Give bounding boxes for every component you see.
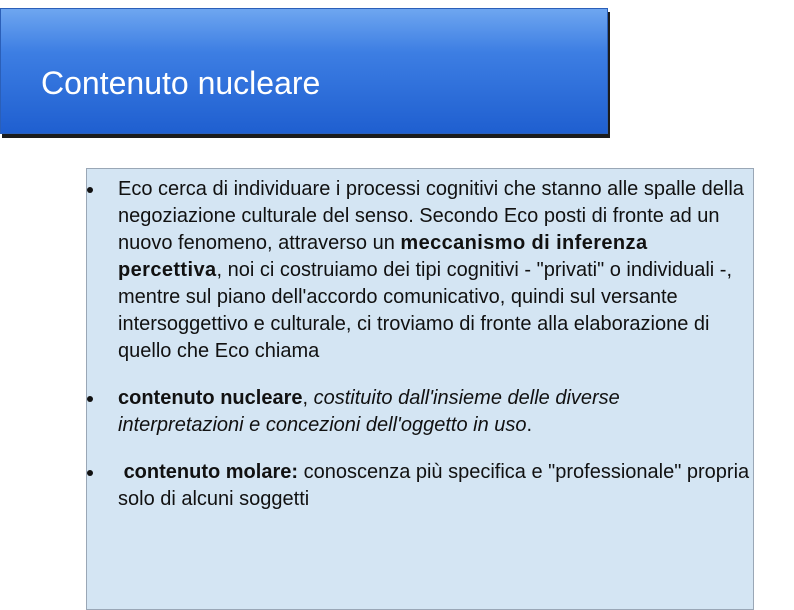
bullet-2-bold: contenuto nucleare bbox=[118, 387, 303, 409]
bullet-1-bold: meccanismo di inferenza percettiva bbox=[118, 232, 648, 281]
bullet-dot-icon bbox=[87, 470, 93, 476]
bullet-dot-icon bbox=[87, 187, 93, 193]
slide-title: Contenuto nucleare bbox=[41, 65, 321, 101]
bullet-item-1 bbox=[30, 176, 750, 365]
bullet-2-italic: costituito dall'insieme delle diverse interpretazioni e concezioni dell'oggetto in uso bbox=[118, 387, 620, 436]
bullet-2-sep: , bbox=[302, 387, 314, 409]
bullet-list bbox=[30, 176, 750, 533]
bullet-item-3 bbox=[30, 459, 750, 513]
bullet-item-2 bbox=[30, 385, 750, 439]
bullet-3-bold: contenuto molare: bbox=[123, 461, 299, 483]
bullet-dot-icon bbox=[87, 396, 93, 402]
bullet-3-rest: conoscenza più specifica e "professionale" propria solo di alcuni soggetti bbox=[118, 461, 750, 510]
title-band bbox=[0, 8, 608, 134]
bullet-1-text-end: , noi ci costruiamo dei tipi cognitivi - "privati" o individuali -, mentre sul piano dell'accordo comunicativo, quindi sul versante intersoggettivo e culturale, ci troviamo di fronte alla elaborazione di quello che Eco chiama bbox=[118, 259, 733, 362]
bullet-1-text: Eco cerca di individuare i processi cognitivi che stanno alle spalle della negoziazione culturale del senso. Secondo Eco posti di fronte ad un nuovo fenomeno, attraverso un bbox=[118, 178, 744, 254]
bullet-2-end: . bbox=[526, 414, 533, 436]
